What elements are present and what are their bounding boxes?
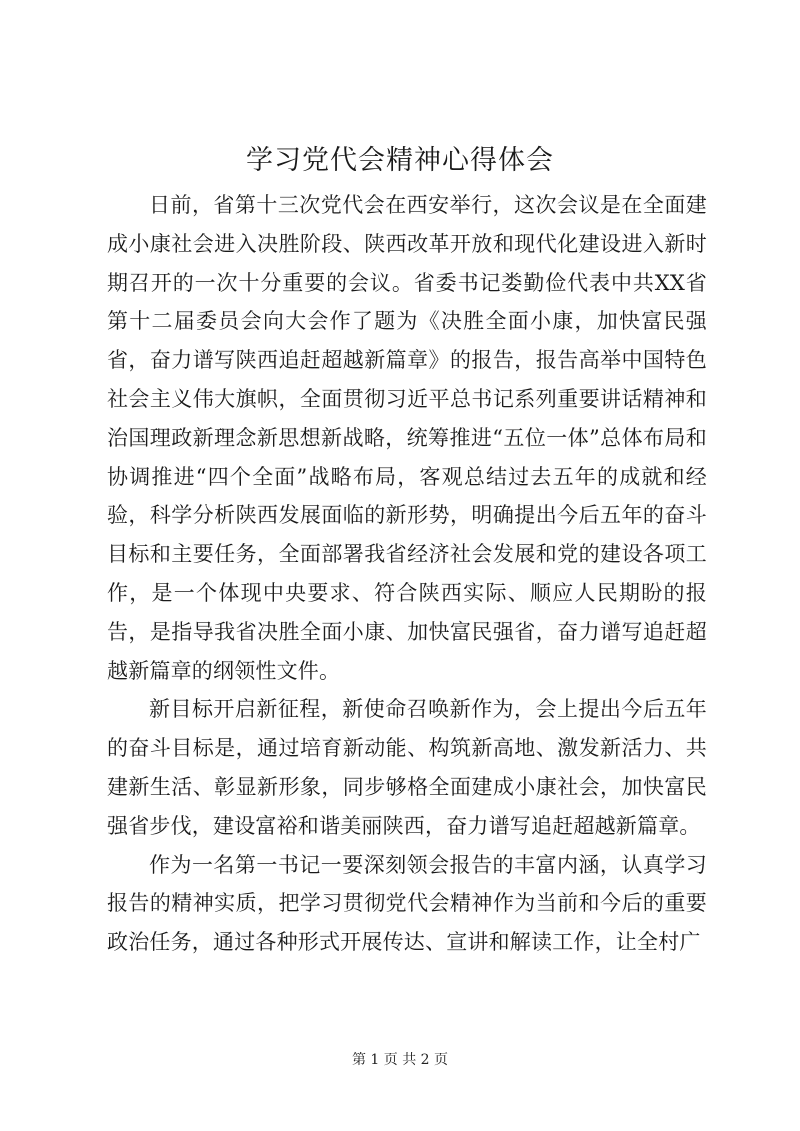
paragraph-1: 日前，省第十三次党代会在西安举行，这次会议是在全面建成小康社会进入决胜阶段、陕西改革开放和现代化建设进入新时期召开的一次十分重要的会议。省委书记娄勤俭代表中共XX省第十二届委员会向大会作了题为《决胜全面小康，加快富民强省，奋力谱写陕西追赶超越新篇章》的报告，报告高举中国特色社会主义伟大旗帜，全面贯彻习近平总书记系列重要讲话精神和治国理政新理念新思想新战略，统筹推进“五位一体”总体布局和协调推进“四个全面”战略布局，客观总结过去五年的成就和经验，科学分析陕西发展面临的新形势，明确提出今后五年的奋斗目标和主要任务，全面部署我省经济社会发展和党的建设各项工作，是一个体现中央要求、符合陕西实际、顺应人民期盼的报告，是指导我省决胜全面小康、加快富民强省，奋力谱写追赶超越新篇章的纲领性文件。 xyxy=(107,193,707,683)
document-body xyxy=(107,186,707,962)
paragraph-3: 作为一名第一书记一要深刻领会报告的丰富内涵，认真学习报告的精神实质，把学习贯彻党代会精神作为当前和今后的重要政治任务，通过各种形式开展传达、宣讲和解读工作，让全村广 xyxy=(107,852,707,955)
page-footer: 第 1 页 共 2 页 xyxy=(351,1052,449,1068)
document-title: 学习党代会精神心得体会 xyxy=(246,145,554,176)
paragraph-2: 新目标开启新征程，新使命召唤新作为，会上提出今后五年的奋斗目标是，通过培育新动能、构筑新高地、激发新活力、共建新生活、彰显新形象，同步够格全面建成小康社会，加快富民强省步伐，建设富裕和谐美丽陕西，奋力谱写追赶超越新篇章。 xyxy=(107,697,707,838)
